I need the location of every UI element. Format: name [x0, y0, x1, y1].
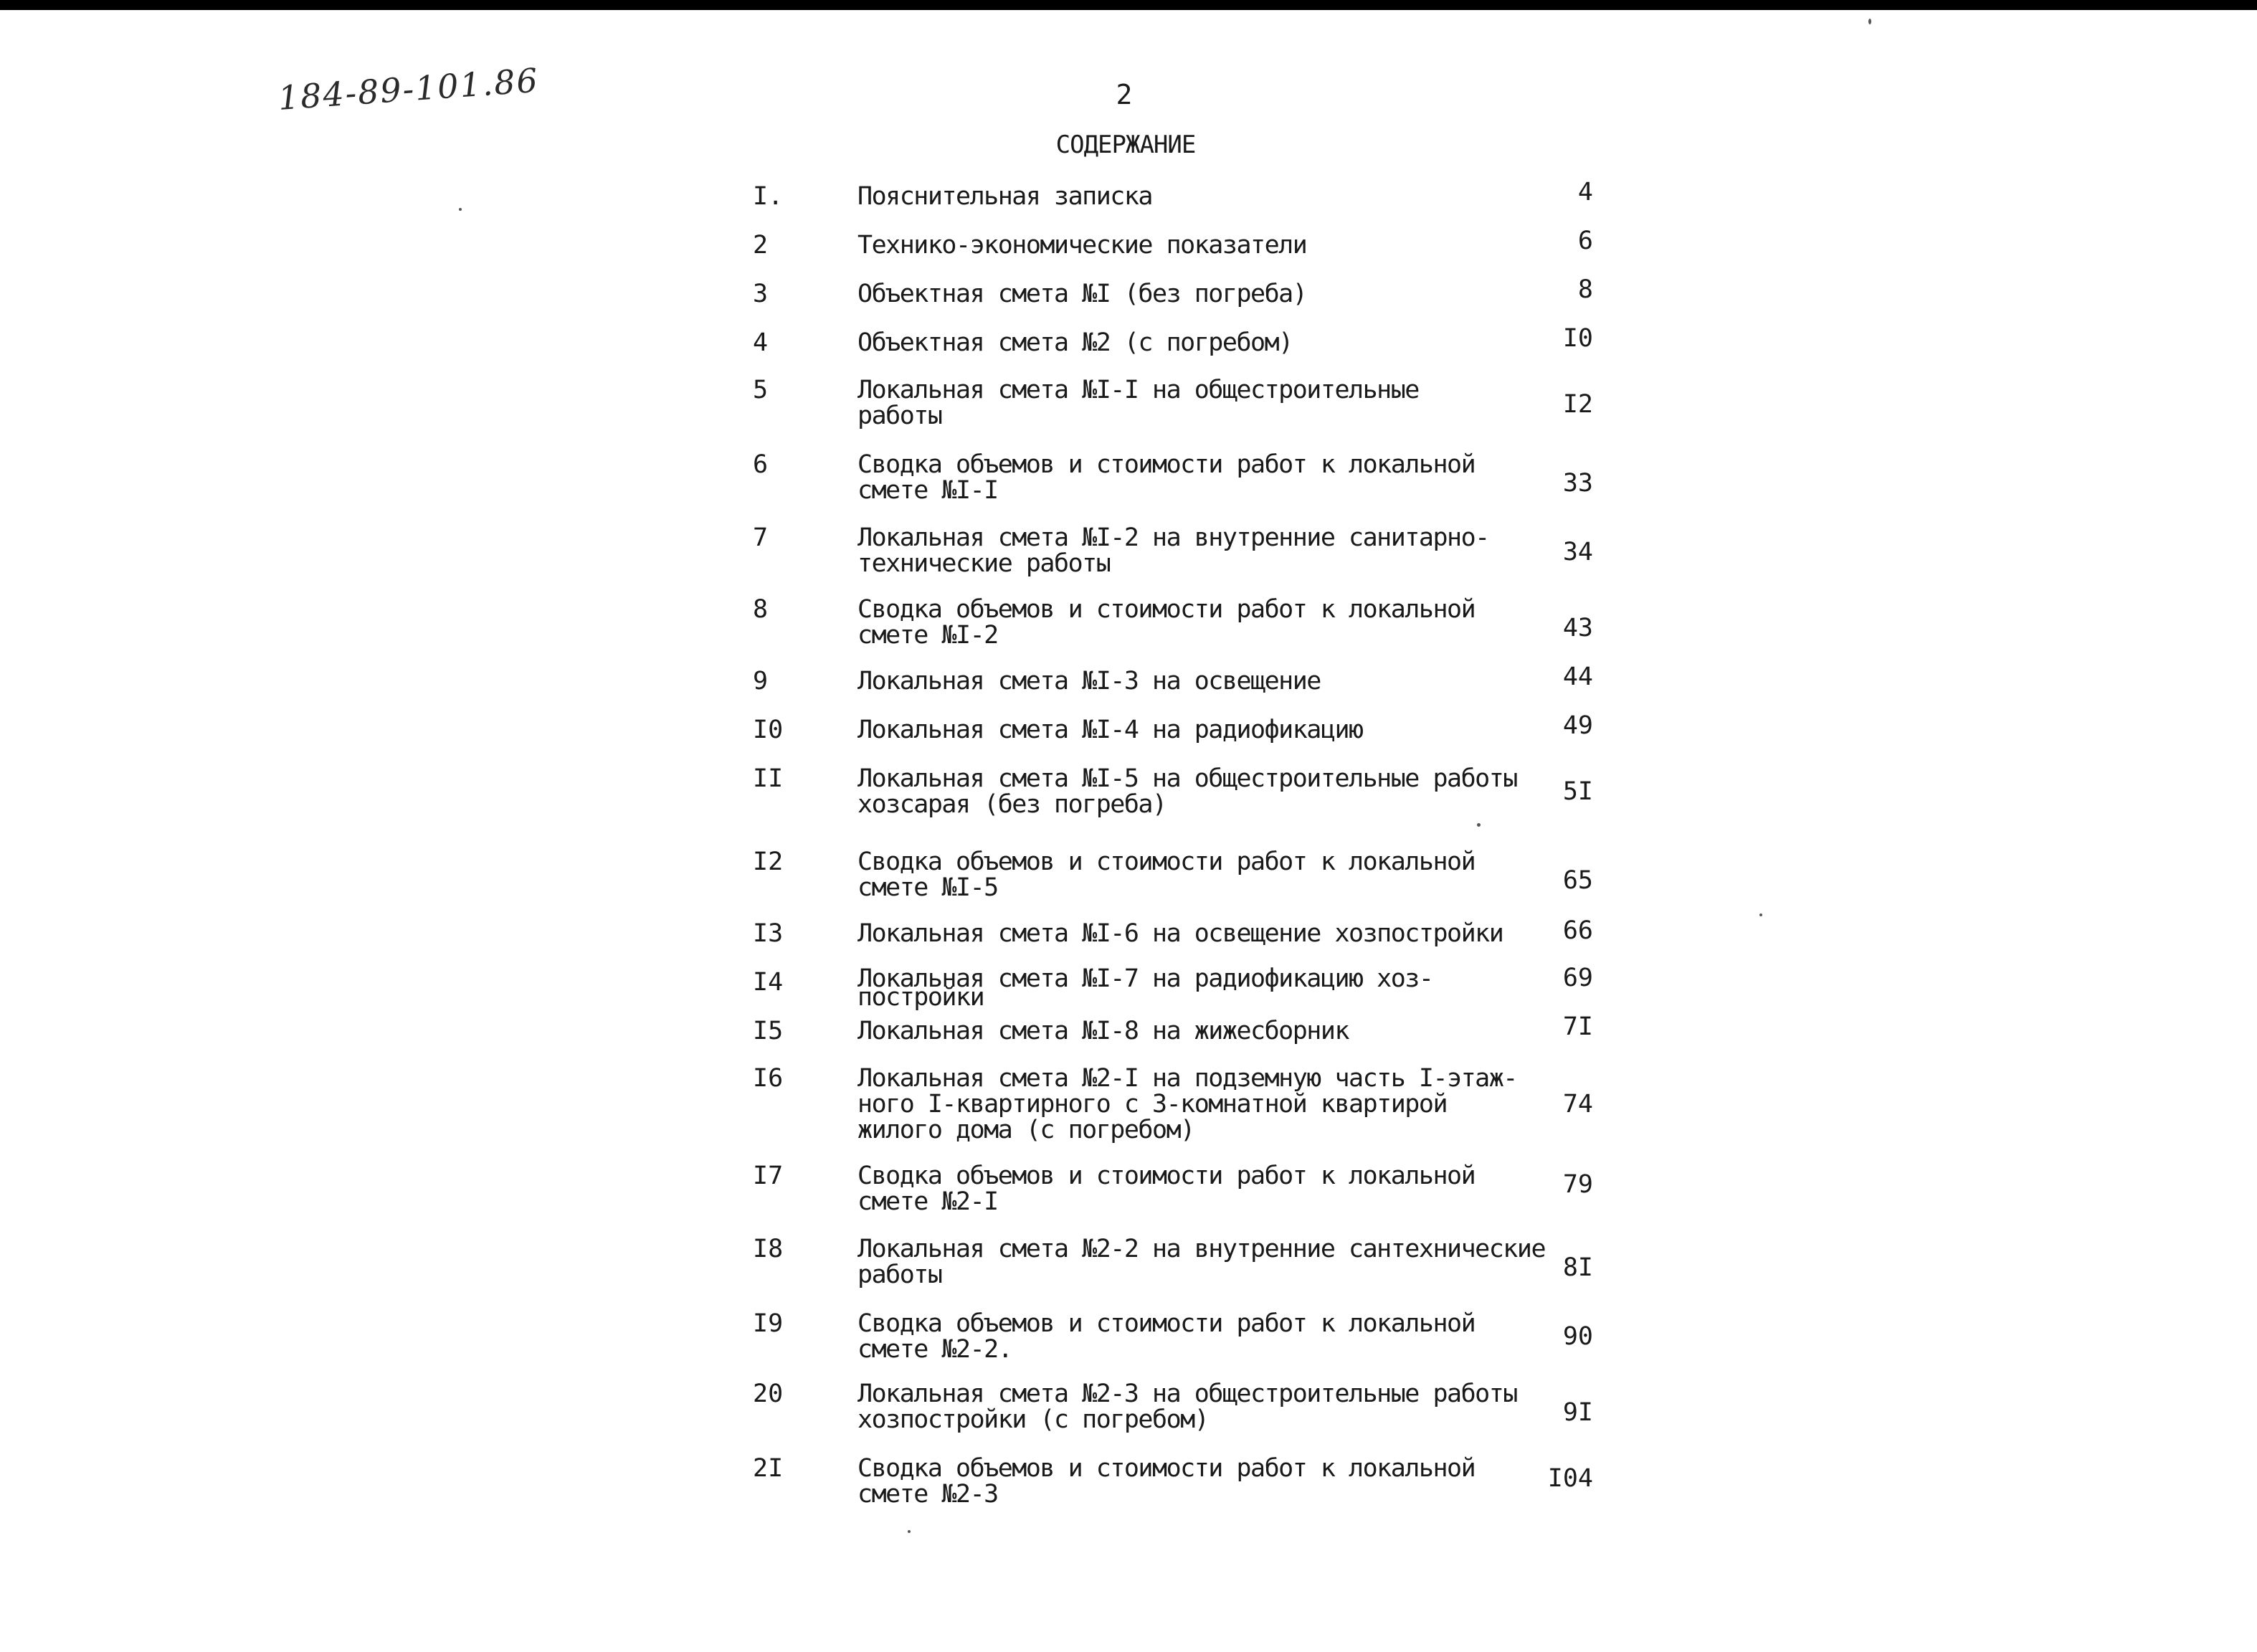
entry-title: Объектная смета №I (без погреба): [857, 280, 1307, 308]
entry-title: Сводка объемов и стоимости работ к локальной смете №2-I: [857, 1162, 1476, 1216]
entry-page: I2: [1562, 390, 1593, 419]
entry-title: Сводка объемов и стоимости работ к локальной смете №2-2.: [857, 1309, 1476, 1364]
entry-number: 4: [753, 328, 769, 357]
entry-title: Локальная смета №I-5 на общестроительные работы хозсарая (без погреба): [857, 764, 1517, 819]
scan-speck: [908, 1530, 911, 1533]
entry-page: 44: [1562, 663, 1593, 691]
entry-page: 79: [1562, 1170, 1593, 1199]
entry-page: I0: [1562, 324, 1593, 353]
entry-number: 3: [753, 280, 769, 308]
entry-page: 74: [1562, 1090, 1593, 1119]
scan-speck: [1868, 19, 1871, 24]
entry-title: Локальная смета №I-3 на освещение: [857, 667, 1321, 696]
entry-title: Локальная смета №I-2 на внутренние санитарно- технические работы: [857, 523, 1489, 578]
handwritten-document-code: 184-89-101.86: [277, 60, 541, 118]
entry-number: 6: [753, 450, 769, 479]
entry-number: I3: [753, 919, 784, 948]
entry-number: 20: [753, 1380, 784, 1408]
entry-page: 33: [1562, 469, 1593, 498]
scan-top-border: [0, 0, 2257, 10]
entry-number: I9: [753, 1309, 784, 1338]
entry-number: 2I: [753, 1454, 784, 1483]
entry-page: 90: [1562, 1322, 1593, 1351]
entry-number: I2: [753, 848, 784, 876]
entry-number: II: [753, 764, 784, 793]
entry-number: I5: [753, 1017, 784, 1045]
entry-number: 7: [753, 523, 769, 552]
entry-page: 9I: [1562, 1398, 1593, 1427]
entry-number: 5: [753, 376, 769, 404]
entry-number: I0: [753, 716, 784, 744]
entry-page: 6: [1577, 227, 1593, 255]
entry-number: I7: [753, 1162, 784, 1190]
entry-title: Сводка объемов и стоимости работ к локальной смете №I-I: [857, 450, 1476, 505]
entry-page: 34: [1562, 538, 1593, 566]
entry-number: I8: [753, 1235, 784, 1263]
entry-page: 43: [1562, 614, 1593, 642]
entry-number: 8: [753, 595, 769, 624]
entry-title: Локальная смета №I-7 на радиофикацию хоз- постройки: [857, 964, 1433, 1012]
entry-title: Сводка объемов и стоимости работ к локальной смете №2-3: [857, 1454, 1476, 1509]
entry-title: Сводка объемов и стоимости работ к локальной смете №I-2: [857, 595, 1476, 650]
entry-number: I4: [753, 968, 784, 997]
entry-title: Локальная смета №2-2 на внутренние сантехнические работы: [857, 1235, 1546, 1289]
entry-title: Сводка объемов и стоимости работ к локальной смете №I-5: [857, 848, 1476, 902]
entry-number: I6: [753, 1064, 784, 1093]
scan-speck: [1759, 913, 1762, 916]
entry-title: Пояснительная записка: [857, 182, 1153, 211]
entry-title: Локальная смета №2-I на подземную часть I-этаж- ного I-квартирного с 3-комнатной квартирой жилого дома (с погребом): [857, 1064, 1517, 1144]
entry-page: 66: [1562, 916, 1593, 945]
entry-title: Объектная смета №2 (с погребом): [857, 328, 1293, 357]
entry-page: 49: [1562, 711, 1593, 740]
entry-title: Локальная смета №I-8 на жижесборник: [857, 1017, 1349, 1045]
entry-page: 65: [1562, 866, 1593, 895]
page-number: 2: [1116, 79, 1133, 110]
entry-title: Технико-экономические показатели: [857, 231, 1307, 260]
scan-speck: [1477, 823, 1481, 827]
entry-page: 69: [1562, 964, 1593, 992]
entry-page: 7I: [1562, 1012, 1593, 1041]
toc-title: СОДЕРЖАНИЕ: [1055, 130, 1196, 159]
entry-page: 8: [1577, 275, 1593, 304]
entry-title: Локальная смета №I-6 на освещение хозпостройки: [857, 919, 1503, 948]
scan-speck: [459, 208, 462, 211]
entry-number: 9: [753, 667, 769, 696]
entry-page: 4: [1577, 178, 1593, 206]
entry-title: Локальная смета №I-I на общестроительные работы: [857, 376, 1419, 430]
entry-page: 8I: [1562, 1253, 1593, 1282]
entry-title: Локальная смета №I-4 на радиофикацию: [857, 716, 1363, 744]
entry-number: 2: [753, 231, 769, 260]
entry-page: 5I: [1562, 777, 1593, 806]
entry-title: Локальная смета №2-3 на общестроительные работы хозпостройки (с погребом): [857, 1380, 1517, 1434]
entry-number: I.: [753, 182, 784, 211]
entry-page: I04: [1547, 1464, 1593, 1493]
